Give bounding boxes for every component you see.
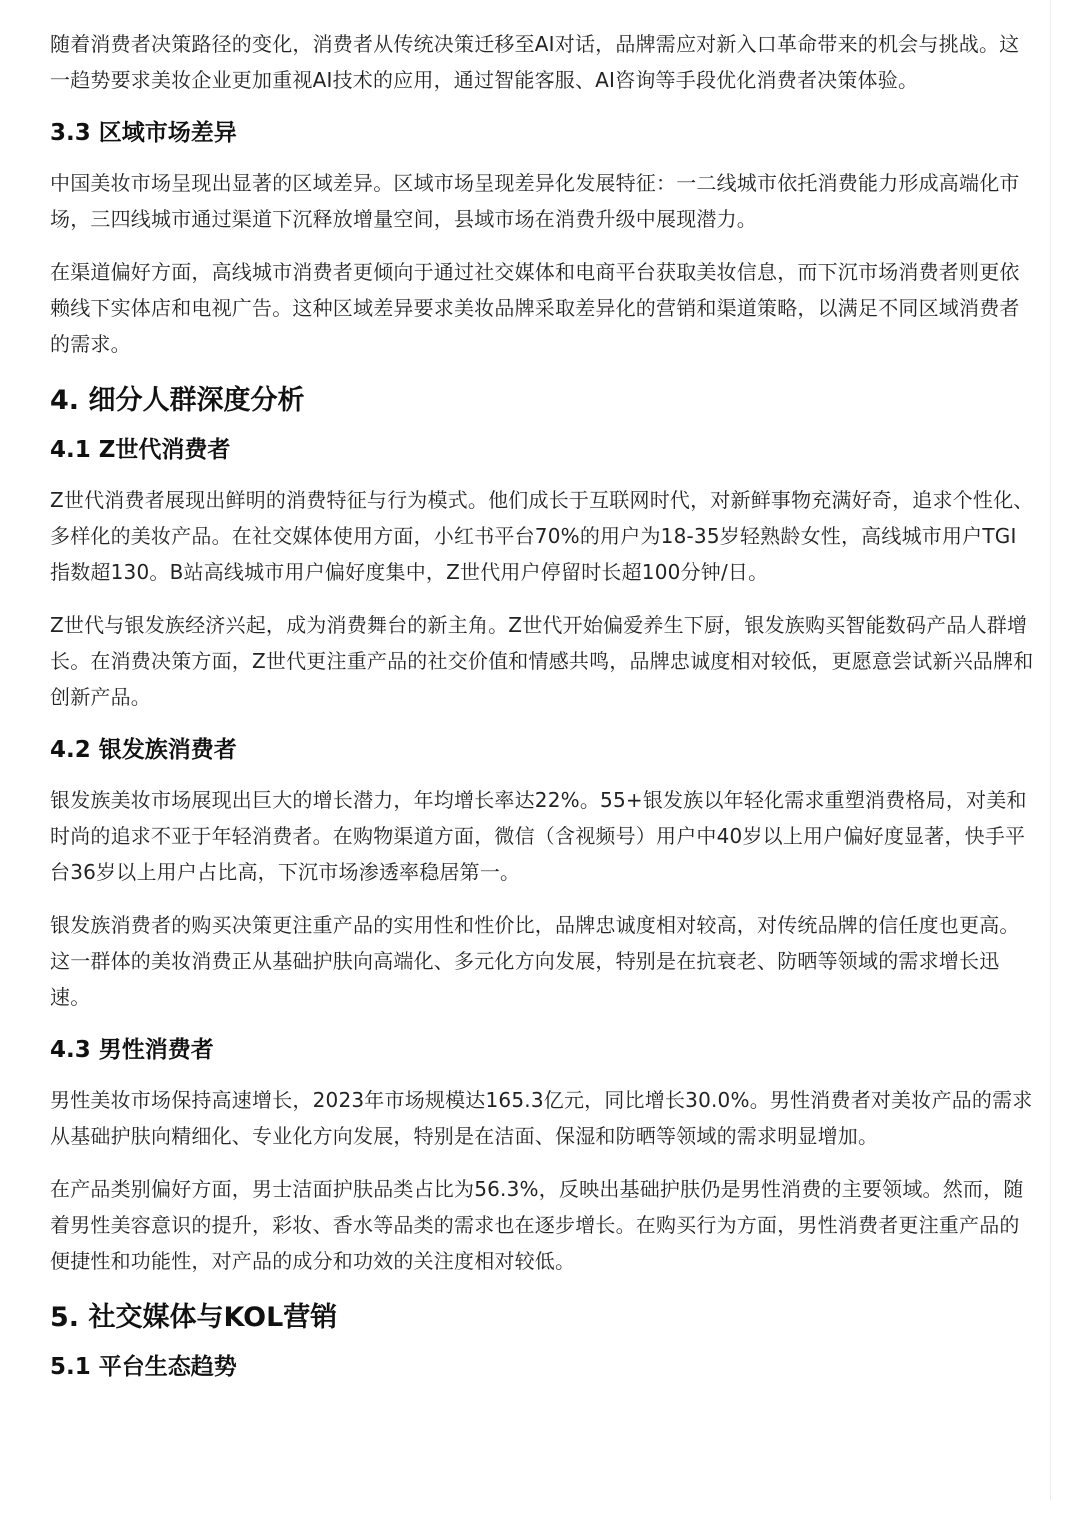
section-heading-4-1: 4.1 Z世代消费者 [50, 437, 231, 463]
section-heading-3-3: 3.3 区域市场差异 [50, 120, 237, 146]
paragraph-silver-market: 银发族美妆市场展现出巨大的增长潜力，年均增长率达22%。55+银发族以年轻化需求重塑消费格局，对美和时尚的追求不亚于年轻消费者。在购物渠道方面，微信（含视频号）用户中40岁以上用户偏好度显著，快手平台36岁以上用户占比高，下沉市场渗透率稳居第一。 [50, 788, 1027, 884]
paragraph-channel-preference: 在渠道偏好方面，高线城市消费者更倾向于通过社交媒体和电商平台获取美妆信息，而下沉市场消费者则更依赖线下实体店和电视广告。这种区域差异要求美妆品牌采取差异化的营销和渠道策略，以满足不同区域消费者的需求。 [50, 260, 1020, 356]
section-heading-4-3: 4.3 男性消费者 [50, 1037, 214, 1063]
paragraph-silver-decision: 银发族消费者的购买决策更注重产品的实用性和性价比，品牌忠诚度相对较高，对传统品牌的信任度也更高。这一群体的美妆消费正从基础护肤向高端化、多元化方向发展，特别是在抗衰老、防晒等领域的需求增长迅速。 [50, 913, 1020, 1009]
paragraph-gen-z-silver: Z世代与银发族经济兴起，成为消费舞台的新主角。Z世代开始偏爱养生下厨，银发族购买智能数码产品人群增长。在消费决策方面，Z世代更注重产品的社交价值和情感共鸣，品牌忠诚度相对较低，更愿意尝试新兴品牌和创新产品。 [50, 613, 1034, 709]
chapter-heading-4: 4. 细分人群深度分析 [50, 385, 305, 416]
document-body [50, 26, 1035, 1399]
page-edge-divider [1050, 0, 1051, 1500]
section-heading-4-2: 4.2 银发族消费者 [50, 737, 237, 763]
paragraph-regional-difference: 中国美妆市场呈现出显著的区域差异。区域市场呈现差异化发展特征：一二线城市依托消费能力形成高端化市场，三四线城市通过渠道下沉释放增量空间，县域市场在消费升级中展现潜力。 [50, 171, 1020, 231]
paragraph-male-preference: 在产品类别偏好方面，男士洁面护肤品类占比为56.3%，反映出基础护肤仍是男性消费的主要领域。然而，随着男性美容意识的提升，彩妆、香水等品类的需求也在逐步增长。在购买行为方面，男性消费者更注重产品的便捷性和功能性，对产品的成分和功效的关注度相对较低。 [50, 1177, 1024, 1273]
paragraph-male-market: 男性美妆市场保持高速增长，2023年市场规模达165.3亿元，同比增长30.0%。男性消费者对美妆产品的需求从基础护肤向精细化、专业化方向发展，特别是在洁面、保湿和防晒等领域的需求明显增加。 [50, 1088, 1033, 1148]
paragraph-gen-z-traits: Z世代消费者展现出鲜明的消费特征与行为模式。他们成长于互联网时代，对新鲜事物充满好奇，追求个性化、多样化的美妆产品。在社交媒体使用方面，小红书平台70%的用户为18-35岁轻熟龄女性，高线城市用户TGI指数超130。B站高线城市用户偏好度集中，Z世代用户停留时长超100分钟/日。 [50, 488, 1034, 584]
section-heading-5-1: 5.1 平台生态趋势 [50, 1354, 237, 1380]
chapter-heading-5: 5. 社交媒体与KOL营销 [50, 1302, 338, 1333]
paragraph-ai-decision: 随着消费者决策路径的变化，消费者从传统决策迁移至AI对话，品牌需应对新入口革命带来的机会与挑战。这一趋势要求美妆企业更加重视AI技术的应用，通过智能客服、AI咨询等手段优化消费者决策体验。 [50, 32, 1020, 92]
